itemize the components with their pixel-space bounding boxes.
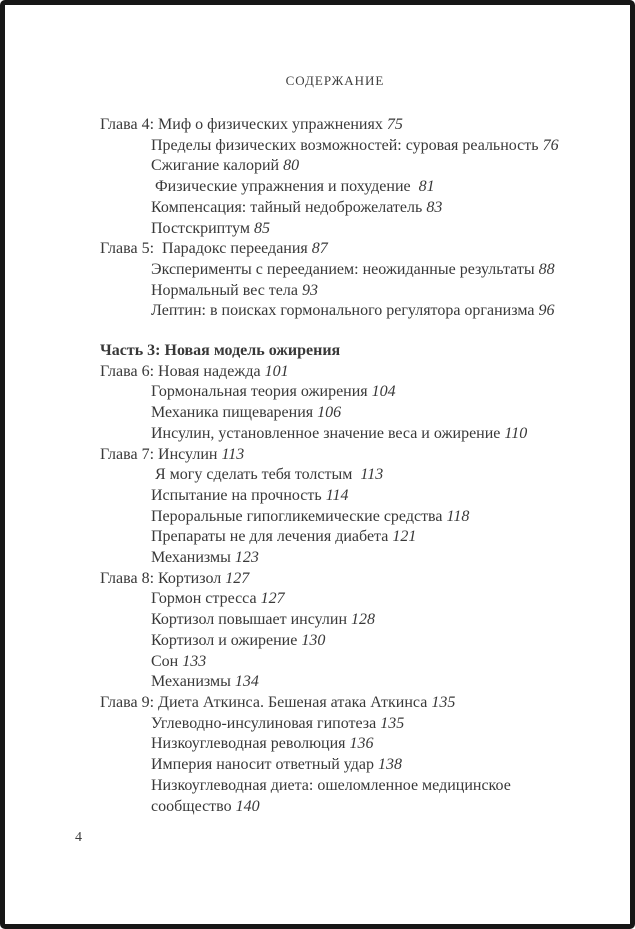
toc-entry-page-ref: 110 [504,424,528,442]
toc-entry-page-ref: 93 [301,281,318,299]
toc-entry-page-ref: 101 [264,362,289,380]
toc-entry-page-ref: 118 [446,507,470,525]
toc-entry-page-ref: 87 [311,240,328,258]
toc-entry-text: Глава 4: Миф о физических упражнениях [100,116,387,133]
toc-entry [100,424,580,445]
toc-entry [100,714,580,735]
toc-entry [100,198,580,219]
toc-entry-page-ref: 81 [418,178,435,196]
toc-entry-text: Глава 8: Кортизол [100,569,226,587]
toc-entry-text: Эксперименты с перееданием: неожиданные результаты [151,260,539,278]
toc-entry-text: Я могу сделать тебя толстым [151,466,361,484]
toc-entry-text: Препараты не для лечения диабета [151,528,393,546]
toc-entry-text: Кортизол и ожирение [151,631,302,649]
toc-entry-text: Сжигание калорий [151,157,284,175]
toc-entry-text: Компенсация: тайный недоброжелатель [151,198,427,216]
toc-entry [100,115,580,136]
toc-entry-page-ref: 114 [325,486,349,504]
toc-entry-page-ref: 134 [234,673,259,691]
toc-entry [100,527,580,548]
toc-entry [100,631,580,652]
toc-entry [100,652,580,673]
toc-entry-text: Механизмы [151,673,235,691]
toc-entry [100,362,580,383]
toc-entry-page-ref: 130 [301,631,326,649]
toc-entry-page-ref: 121 [392,528,417,546]
toc-entry-text: Нормальный вес тела [151,281,302,299]
toc-entry [100,239,580,260]
toc-entry-page-ref: 113 [360,466,384,484]
toc-entry-page-ref: 83 [426,198,443,216]
toc-entry-text: Лептин: в поисках гормонального регулятора организма [151,302,539,320]
contents-heading: СОДЕРЖАНИЕ [285,73,385,88]
toc-entry-page-ref: 127 [260,590,285,608]
toc-entry-page-ref: 138 [378,756,402,774]
toc-entry-page-ref: 104 [371,383,396,401]
toc-entry-page-ref: 128 [351,611,376,629]
toc-entry [100,672,580,693]
toc-entry-text: Сон [151,652,183,670]
toc-entry-page-ref: 96 [538,302,555,320]
toc-entry-text: Глава 7: Инсулин [100,445,222,463]
toc-entry-page-ref: 135 [431,693,456,711]
toc-entry [100,445,580,466]
toc-entry-page-ref: 76 [542,136,559,154]
toc-entry [100,260,580,281]
toc-entry-page-ref: 113 [221,445,245,463]
toc-entry-text: Инсулин, установленное значение веса и ожирение [151,424,505,442]
toc-entry-page-ref: 133 [182,652,207,670]
toc-entry-text: Испытание на прочность [151,486,326,504]
toc-entry [100,776,580,797]
toc-entry [100,465,580,486]
toc-entry-page-ref: 75 [386,116,403,133]
toc-entry [100,301,580,322]
toc-entry-page-ref: 135 [380,714,405,732]
toc-entry [100,755,580,776]
toc-entry-page-ref: 106 [317,404,342,422]
toc-entry-text: Физические упражнения и похудение [151,178,419,196]
toc-entry [100,610,580,631]
toc-entry-text: Глава 9: Диета Аткинса. Бешеная атака Аткинса [100,693,432,711]
toc-entry [100,589,580,610]
toc-entry-page-ref: 88 [538,260,555,278]
toc-entry [100,177,580,198]
toc-entry [100,403,580,424]
toc-entry-text: Низкоуглеводная диета: ошеломленное медицинское [151,776,511,794]
toc-entry [100,281,580,302]
toc-entry-page-ref: 127 [225,569,250,587]
toc-entry-text: Империя наносит ответный удар [151,756,378,774]
toc-entry [100,507,580,528]
toc-entry-text: Кортизол повышает инсулин [151,611,352,629]
toc-entry-text: Углеводно-инсулиновая гипотеза [151,714,381,732]
toc-entry [100,734,580,755]
toc-entry [100,486,580,507]
toc-entry-text: Пероральные гипогликемические средства [151,507,447,525]
toc-entry [100,548,580,569]
toc-entry-text: Механика пищеварения [151,404,318,422]
page-number: 4 [75,830,82,845]
toc-entry-page-ref: 136 [349,735,374,753]
toc-entry-text: Гормон стресса [151,590,261,608]
toc-entry [100,156,580,177]
toc-entry [100,136,580,157]
toc-entry-text: Низкоуглеводная революция [151,735,350,753]
toc-entry-text: Механизмы [151,549,235,567]
table-of-contents [100,115,580,817]
toc-entry [100,382,580,403]
toc-entry [100,569,580,590]
toc-entry-page-ref: 85 [253,219,270,237]
toc-entry-text: Гормональная теория ожирения [151,383,372,401]
toc-entry-text: сообщество [151,797,236,815]
toc-entry [100,797,580,818]
toc-entry [100,219,580,240]
toc-entry-page-ref: 140 [235,797,260,815]
toc-entry-page-ref: 80 [283,157,300,175]
toc-entry-text: Пределы физических возможностей: суровая реальность [151,136,543,154]
toc-entry-text: Постскриптум [151,219,254,237]
toc-entry-text: Глава 6: Новая надежда [100,362,265,380]
toc-entry-text: Часть 3: Новая модель ожирения [100,342,341,360]
toc-entry [100,693,580,714]
toc-entry-text: Глава 5: Парадокс переедания [100,240,312,258]
toc-entry-page-ref: 123 [234,549,259,567]
toc-entry [100,341,580,362]
